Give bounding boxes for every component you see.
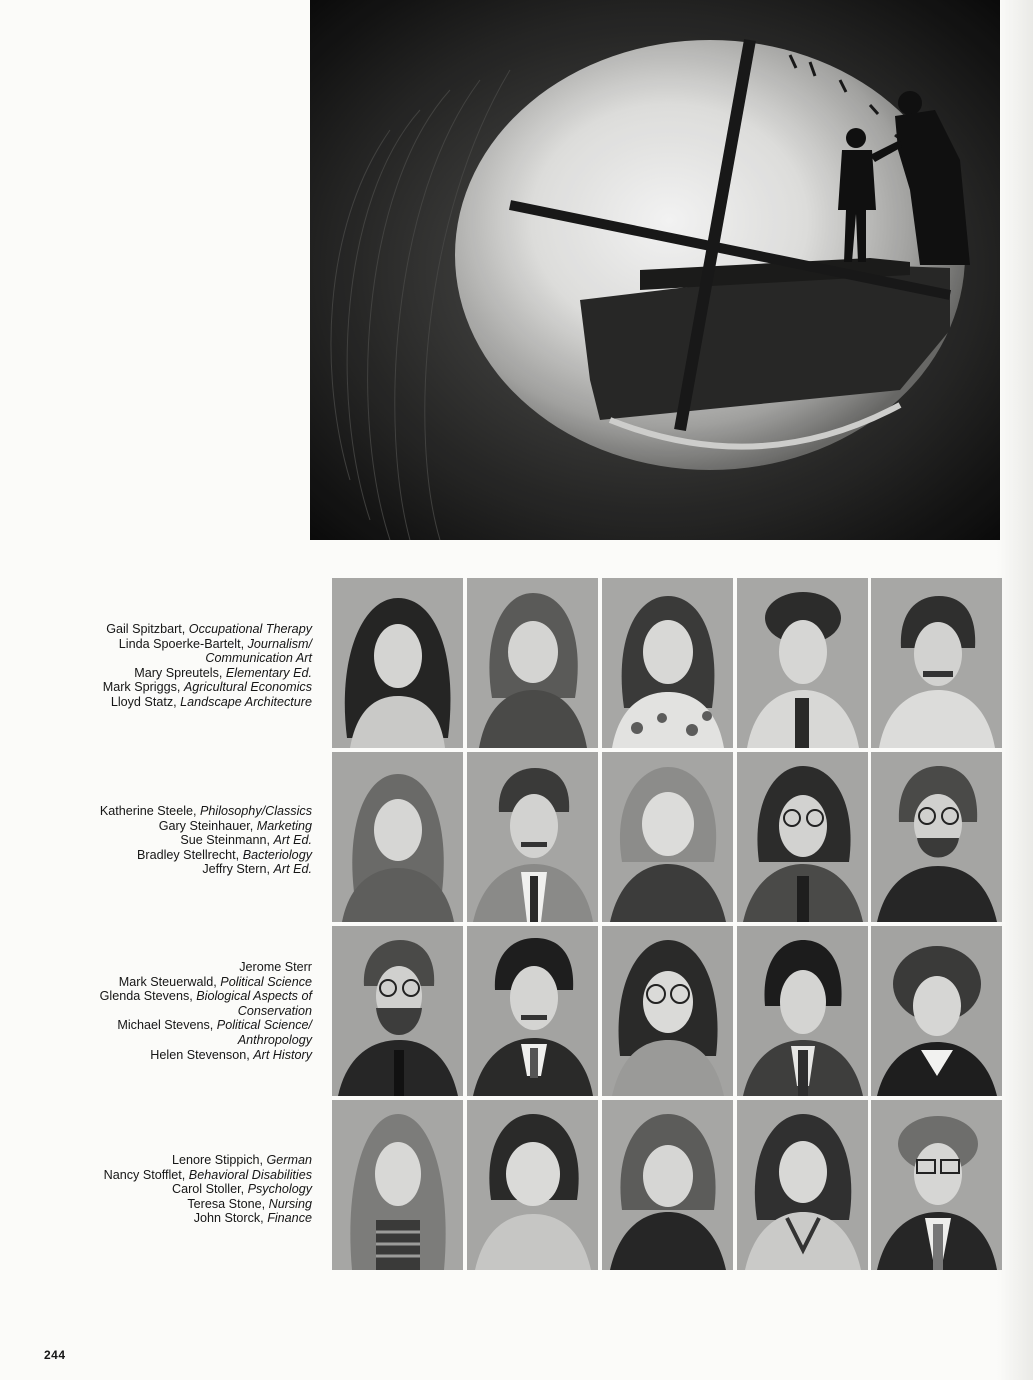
portrait-row-4 [0,1100,1033,1272]
portrait-photo [737,1100,868,1270]
portrait-photo [737,926,868,1096]
caption-line: Mark Spriggs, Agricultural Economics [102,680,312,695]
portrait-photo [871,926,1002,1096]
caption-line: John Storck, Finance [193,1211,312,1226]
portrait-photo [871,1100,1002,1270]
portrait-photo [602,752,733,922]
caption-line: Carol Stoller, Psychology [172,1182,312,1197]
portrait-photo [467,926,598,1096]
caption-line: Teresa Stone, Nursing [187,1196,312,1211]
caption-block [40,1153,312,1226]
caption-line: Glenda Stevens, Biological Aspects of [99,989,312,1004]
caption-line: Nancy Stofflet, Behavioral Disabilities [103,1167,312,1182]
caption-line: Anthropology [237,1032,312,1047]
portrait-photo [332,752,463,922]
caption-line: Sue Steinmann, Art Ed. [180,833,312,848]
portrait-photo [467,752,598,922]
caption-line: Helen Stevenson, Art History [150,1047,312,1062]
caption-line: Michael Stevens, Political Science/ [117,1018,312,1033]
portrait-row-3 [0,926,1033,1098]
caption-line: Conservation [237,1003,312,1018]
portrait-photo [467,1100,598,1270]
portrait-photo [871,752,1002,922]
caption-block [40,804,312,877]
portrait-photo [332,1100,463,1270]
caption-block [40,622,312,710]
caption-line: Bradley Stellrecht, Bacteriology [136,847,312,862]
caption-line: Linda Spoerke-Bartelt, Journalism/ [118,636,312,651]
portrait-photo [332,578,463,748]
hero-photo [310,0,1000,540]
caption-line: Katherine Steele, Philosophy/Classics [99,804,312,818]
caption-line: Communication Art [205,651,312,666]
portrait-row-2 [0,752,1033,924]
portrait-photo [467,578,598,748]
caption-line: Jeffry Stern, Art Ed. [202,862,312,877]
caption-line: Lenore Stippich, German [171,1153,312,1167]
caption-line: Gail Spitzbart, Occupational Therapy [106,622,312,636]
caption-block [40,960,312,1062]
page-number: 244 [44,1348,66,1362]
caption-line: Gary Steinhauer, Marketing [158,818,312,833]
portrait-photo [871,578,1002,748]
portrait-photo [602,1100,733,1270]
portrait-row-1 [0,578,1033,750]
portrait-photo [737,752,868,922]
portrait-photo [602,578,733,748]
portrait-photo [602,926,733,1096]
caption-line: Mark Steuerwald, Political Science [118,974,312,989]
portrait-photo [737,578,868,748]
caption-line: Lloyd Statz, Landscape Architecture [110,694,312,709]
caption-line: Jerome Sterr [239,960,312,974]
portrait-photo [332,926,463,1096]
caption-line: Mary Spreutels, Elementary Ed. [134,665,312,680]
